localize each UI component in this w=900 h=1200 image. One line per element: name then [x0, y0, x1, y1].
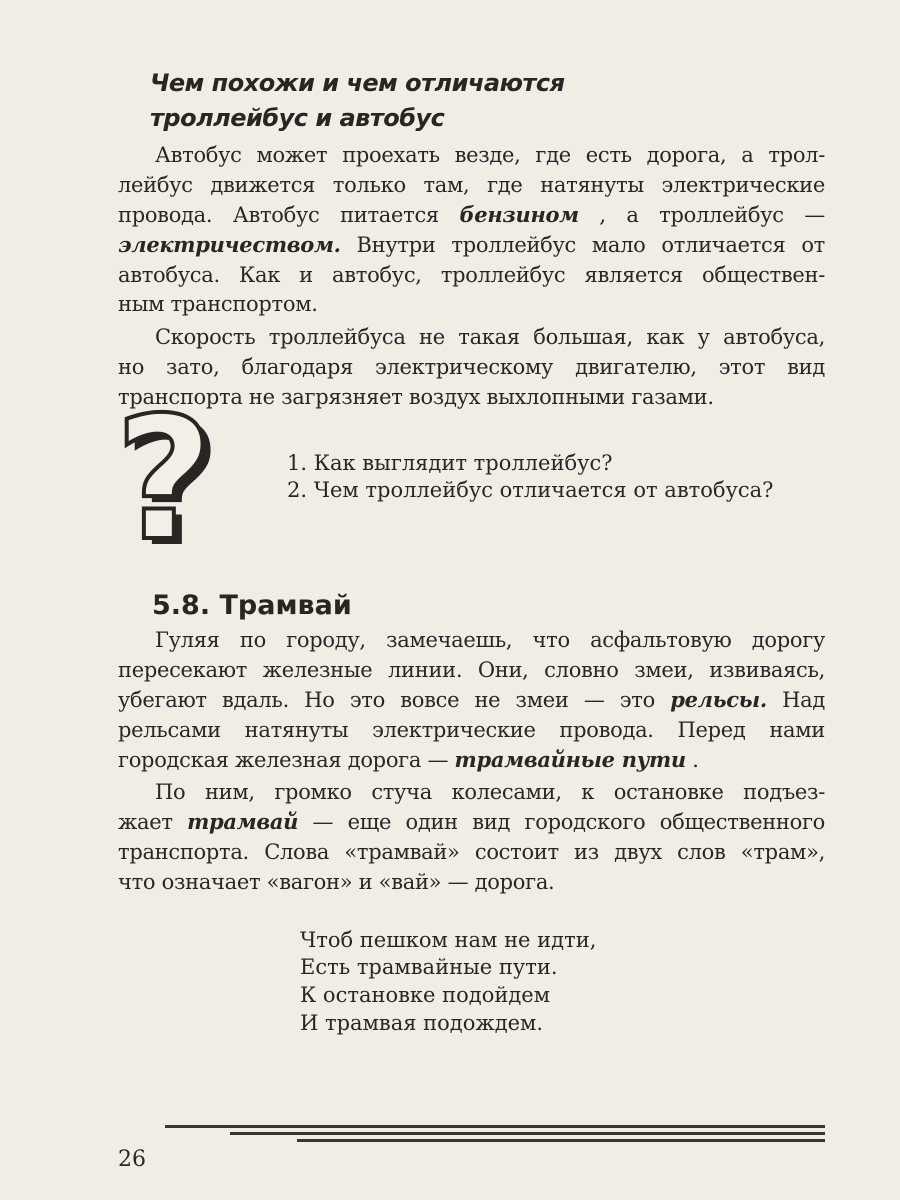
- text-segment: городская железная дорога —: [118, 748, 455, 772]
- text-segment: транспорта. Слова «трамвай» состоит из двух слов «трам»,: [118, 840, 825, 864]
- text-segment: рельсами натянуты электрические провода. Перед нами: [118, 718, 825, 742]
- text-segment: лейбус движется только там, где натянуты электрические: [118, 173, 825, 197]
- section-heading-line-1: Чем похожи и чем отличаются: [150, 69, 565, 97]
- text-segment: пересекают железные линии. Они, словно змеи, извиваясь,: [118, 658, 825, 682]
- text-line: [155, 141, 825, 169]
- text-segment: жает: [118, 810, 188, 834]
- question-mark-icon: ?: [115, 381, 214, 579]
- text-segment: Внутри троллейбус мало отличается от: [356, 233, 825, 257]
- text-segment: провода. Автобус питается: [118, 203, 460, 227]
- text-segment: но зато, благодаря электрическому двигателю, этот вид: [118, 355, 825, 379]
- text-line: [118, 201, 825, 229]
- text-line: [118, 808, 825, 836]
- text-segment: Автобус может проехать везде, где есть дорога, а трол-: [155, 143, 825, 167]
- poem-line: Чтоб пешком нам не идти,: [300, 928, 597, 952]
- text-line: [155, 778, 825, 806]
- text-line: [118, 656, 825, 684]
- text-line: [118, 290, 825, 318]
- poem-line: И трамвая подождем.: [300, 1011, 544, 1035]
- text-line: [118, 746, 825, 774]
- text-line: [155, 626, 825, 654]
- text-segment: ным транспортом.: [118, 292, 318, 316]
- text-segment: Скорость троллейбуса не такая большая, как у автобуса,: [155, 325, 825, 349]
- text-segment: По ним, громко стуча колесами, к остановке подъез-: [155, 780, 825, 804]
- footer-rule: [230, 1132, 825, 1135]
- text-segment: Над: [782, 688, 825, 712]
- text-line: [155, 323, 825, 351]
- question-2: 2. Чем троллейбус отличается от автобуса?: [287, 478, 774, 502]
- emphasized-term: трамвайные пути: [454, 747, 686, 772]
- footer-rule: [297, 1139, 825, 1142]
- text-line: [118, 231, 825, 259]
- section-heading-tram: 5.8. Трамвай: [152, 590, 352, 621]
- page-number: 26: [118, 1147, 146, 1172]
- text-segment: , а троллейбус —: [599, 203, 825, 227]
- text-segment: .: [692, 748, 699, 772]
- text-segment: что означает «вагон» и «вай» — дорога.: [118, 870, 555, 894]
- text-line: [118, 353, 825, 381]
- section-heading-line-2: троллейбус и автобус: [150, 104, 445, 132]
- footer-rule: [165, 1125, 825, 1128]
- poem-line: К остановке подойдем: [300, 983, 551, 1007]
- question-1: 1. Как выглядит троллейбус?: [287, 451, 613, 475]
- text-line: [118, 686, 825, 714]
- text-line: [118, 383, 825, 411]
- emphasized-term: рельсы.: [670, 687, 767, 712]
- text-line: [118, 716, 825, 744]
- text-line: [118, 171, 825, 199]
- emphasized-term: трамвай: [187, 809, 299, 834]
- text-line: [118, 838, 825, 866]
- text-segment: убегают вдаль. Но это вовсе не змеи — это: [118, 688, 671, 712]
- text-segment: — еще один вид городского общественного: [312, 810, 825, 834]
- emphasized-term: электричеством.: [118, 232, 341, 257]
- text-segment: Гуляя по городу, замечаешь, что асфальтовую дорогу: [155, 628, 825, 652]
- text-line: [118, 868, 825, 896]
- emphasized-term: бензином: [459, 202, 579, 227]
- poem-line: Есть трамвайные пути.: [300, 955, 558, 979]
- text-segment: автобуса. Как и автобус, троллейбус является обществен-: [118, 263, 825, 287]
- text-line: [118, 261, 825, 289]
- text-segment: транспорта не загрязняет воздух выхлопными газами.: [118, 385, 714, 409]
